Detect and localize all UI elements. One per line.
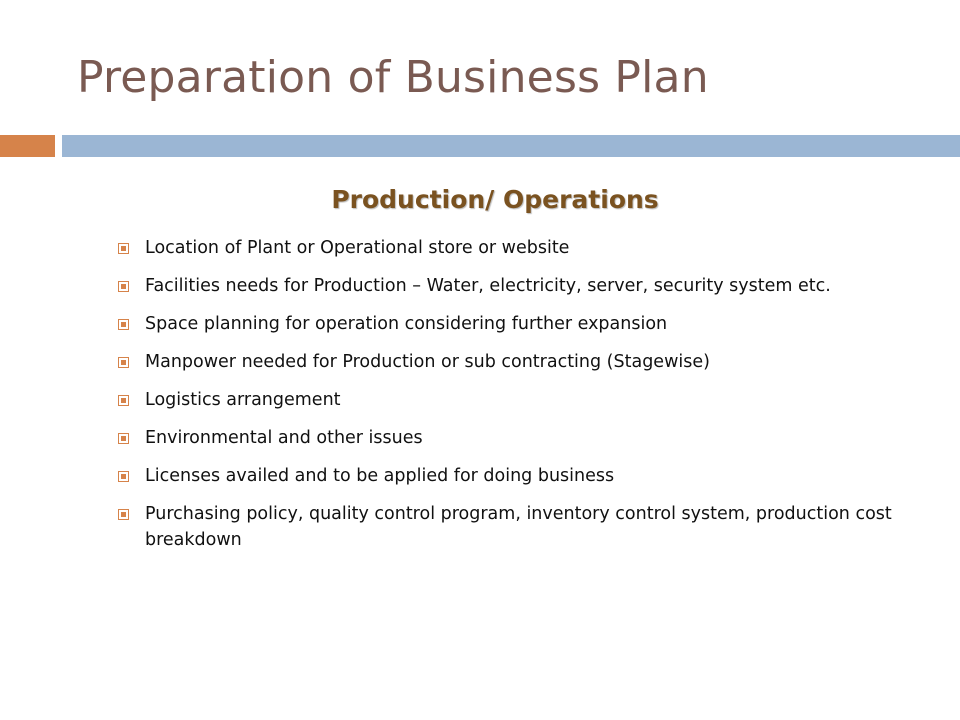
bullet-text: Location of Plant or Operational store or website — [145, 238, 570, 258]
bullet-item — [118, 501, 928, 553]
bullet-item — [118, 387, 928, 413]
bullet-text: Facilities needs for Production – Water, electricity, server, security system etc. — [145, 276, 831, 296]
bullet-item — [118, 235, 928, 261]
section-subtitle: Production/ Operations — [331, 185, 659, 214]
bullet-text: Environmental and other issues — [145, 428, 423, 448]
square-bullet-icon — [118, 319, 129, 330]
bullet-text: Purchasing policy, quality control program, inventory control system, production cost breakdown — [145, 504, 892, 550]
square-bullet-icon — [118, 509, 129, 520]
bullet-item — [118, 463, 928, 489]
accent-bar-orange — [0, 135, 55, 157]
square-bullet-icon — [118, 433, 129, 444]
bullet-item — [118, 273, 928, 299]
bullet-text: Manpower needed for Production or sub contracting (Stagewise) — [145, 352, 710, 372]
slide-title: Preparation of Business Plan — [77, 52, 709, 103]
bullet-item — [118, 311, 928, 337]
square-bullet-icon — [118, 471, 129, 482]
square-bullet-icon — [118, 395, 129, 406]
bullet-text: Logistics arrangement — [145, 390, 341, 410]
square-bullet-icon — [118, 281, 129, 292]
bullet-text: Space planning for operation considering further expansion — [145, 314, 668, 334]
square-bullet-icon — [118, 243, 129, 254]
bullet-text: Licenses availed and to be applied for doing business — [145, 466, 615, 486]
bullet-item — [118, 349, 928, 375]
accent-bar-blue — [62, 135, 960, 157]
square-bullet-icon — [118, 357, 129, 368]
bullet-item — [118, 425, 928, 451]
bullet-list — [118, 235, 928, 565]
